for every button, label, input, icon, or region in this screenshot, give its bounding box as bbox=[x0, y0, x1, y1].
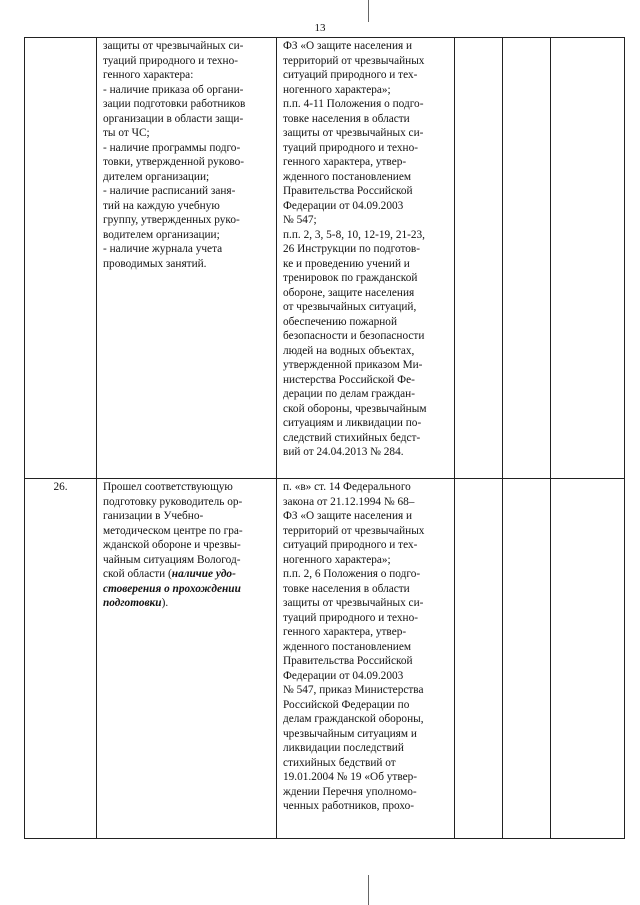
reference-cell bbox=[277, 479, 455, 839]
answer-no-cell bbox=[503, 38, 551, 479]
text-line: товке населения в области bbox=[283, 112, 410, 125]
text-line bbox=[103, 553, 272, 568]
text-line bbox=[103, 538, 272, 553]
text-line: обороне, защите населения bbox=[283, 286, 415, 299]
text-line: безопасности и безопасности bbox=[283, 330, 425, 342]
text-line: утвержденной приказом Ми- bbox=[283, 359, 423, 371]
requirement-cell bbox=[97, 479, 277, 839]
text-line: ситуаций природного и тех- bbox=[283, 539, 418, 551]
legal-reference-text bbox=[277, 479, 454, 816]
text-line: ФЗ «О защите населения и bbox=[283, 510, 413, 522]
text-line: водителем организации; bbox=[103, 228, 220, 241]
text-line: - наличие расписаний заня- bbox=[103, 185, 236, 197]
text-line: вий от 24.04.2013 № 284. bbox=[283, 446, 404, 458]
text-line: - наличие журнала учета bbox=[103, 243, 223, 255]
note-cell bbox=[551, 38, 625, 479]
text-line: защиты от чрезвычайных си- bbox=[283, 127, 424, 139]
text-line bbox=[103, 524, 272, 539]
text-line: ченных работников, прохо- bbox=[283, 800, 415, 812]
text-line: проводимых занятий. bbox=[103, 257, 207, 270]
text-line: туаций природного и техно- bbox=[283, 611, 419, 624]
text-line: Правительства Российской bbox=[283, 655, 413, 667]
text-line: 19.01.2004 № 19 «Об утвер- bbox=[283, 771, 418, 783]
text-fragment: методическом центре по гра- bbox=[103, 524, 243, 537]
requirement-text bbox=[97, 38, 276, 273]
text-fragment: чайным ситуациям Вологод- bbox=[103, 553, 241, 566]
text-line bbox=[103, 596, 272, 611]
text-line: стихийных бедствий от bbox=[283, 756, 396, 769]
text-line: территорий от чрезвычайных bbox=[283, 54, 425, 67]
text-line: Федерации от 04.09.2003 bbox=[283, 669, 404, 682]
text-line: п.п. 2, 6 Положения о подго- bbox=[283, 568, 421, 580]
text-line: организации в области защи- bbox=[103, 112, 244, 125]
text-line: п. «в» ст. 14 Федерального bbox=[283, 481, 411, 493]
text-fragment: ). bbox=[161, 597, 169, 609]
note-cell bbox=[551, 479, 625, 839]
emphasis-text: наличие удо- bbox=[171, 568, 236, 580]
scan-artifact-line bbox=[368, 0, 369, 22]
text-line: п.п. 4-11 Положения о подго- bbox=[283, 98, 424, 110]
requirement-cell bbox=[97, 38, 277, 479]
text-line: делам гражданской обороны, bbox=[283, 713, 424, 725]
reference-cell bbox=[277, 38, 455, 479]
text-line: ситуациям и ликвидации по- bbox=[283, 417, 422, 429]
text-line bbox=[103, 582, 272, 597]
text-line: п.п. 2, 3, 5-8, 10, 12-19, 21-23, bbox=[283, 228, 425, 241]
text-line: чрезвычайным ситуациям и bbox=[283, 727, 417, 740]
text-fragment: жданской обороне и чрезвы- bbox=[103, 539, 241, 551]
text-line: туаций природного и техно- bbox=[283, 141, 419, 154]
scan-artifact-line bbox=[368, 875, 369, 905]
text-line: генного характера, утвер- bbox=[283, 156, 407, 168]
text-line: ской обороны, чрезвычайным bbox=[283, 402, 427, 415]
text-line: жденного постановлением bbox=[283, 170, 411, 183]
table-row bbox=[25, 38, 625, 479]
text-line: защиты от чрезвычайных си- bbox=[283, 597, 424, 609]
text-fragment: ской области ( bbox=[103, 568, 172, 580]
text-line: территорий от чрезвычайных bbox=[283, 524, 425, 537]
text-line: ждении Перечня уполномо- bbox=[283, 785, 417, 798]
text-line: ФЗ «О защите населения и bbox=[283, 40, 413, 52]
text-line: № 547; bbox=[283, 214, 317, 226]
text-line bbox=[103, 509, 272, 524]
text-line: дерации по делам граждан- bbox=[283, 388, 415, 400]
text-line: ты от ЧС; bbox=[103, 127, 150, 139]
text-line: Правительства Российской bbox=[283, 185, 413, 197]
text-line: людей на водных объектах, bbox=[283, 344, 415, 357]
text-line: генного характера, утвер- bbox=[283, 626, 407, 638]
text-line: Федерации от 04.09.2003 bbox=[283, 199, 404, 212]
text-line: нистерства Российской Фе- bbox=[283, 373, 415, 386]
text-line: - наличие приказа об органи- bbox=[103, 83, 244, 96]
emphasis-text: стоверения о прохождении bbox=[103, 582, 241, 595]
row-number-cell bbox=[25, 479, 97, 839]
text-line: зации подготовки работников bbox=[103, 98, 246, 110]
answer-yes-cell bbox=[455, 38, 503, 479]
row-number bbox=[25, 38, 96, 40]
text-line: № 547, приказ Министерства bbox=[283, 684, 424, 696]
text-line: от чрезвычайных ситуаций, bbox=[283, 301, 417, 313]
text-line: закона от 21.12.1994 № 68– bbox=[283, 495, 415, 508]
text-line: тренировок по гражданской bbox=[283, 272, 418, 284]
checklist-table bbox=[24, 37, 625, 839]
text-line: обеспечению пожарной bbox=[283, 315, 398, 328]
text-line: жденного постановлением bbox=[283, 640, 411, 653]
emphasis-text: подготовки bbox=[103, 597, 162, 609]
text-line: следствий стихийных бедст- bbox=[283, 431, 421, 444]
row-number-cell bbox=[25, 38, 97, 479]
text-fragment: подготовку руководитель ор- bbox=[103, 495, 243, 508]
text-line: Российской Федерации по bbox=[283, 698, 410, 711]
text-line: туаций природного и техно- bbox=[103, 54, 239, 67]
text-fragment: Прошел соответствующую bbox=[103, 481, 233, 493]
text-line: дителем организации; bbox=[103, 170, 210, 183]
text-line: 26 Инструкции по подготов- bbox=[283, 243, 421, 255]
table-row bbox=[25, 479, 625, 839]
answer-yes-cell bbox=[455, 479, 503, 839]
text-line bbox=[103, 480, 272, 495]
legal-reference-text bbox=[277, 38, 454, 462]
text-line bbox=[103, 567, 272, 582]
requirement-text bbox=[97, 479, 276, 613]
text-line: группу, утвержденных руко- bbox=[103, 214, 240, 226]
text-line: товке населения в области bbox=[283, 582, 410, 595]
text-line: ликвидации последствий bbox=[283, 742, 404, 754]
page-number: 13 bbox=[314, 22, 326, 34]
text-line: ситуаций природного и тех- bbox=[283, 69, 418, 81]
text-line: ногенного характера»; bbox=[283, 83, 391, 96]
row-number: 26. bbox=[53, 481, 68, 493]
text-line: ногенного характера»; bbox=[283, 553, 391, 566]
text-line: генного характера: bbox=[103, 69, 194, 81]
text-line: тий на каждую учебную bbox=[103, 199, 220, 212]
text-fragment: ганизации в Учебно- bbox=[103, 510, 204, 522]
text-line: защиты от чрезвычайных си- bbox=[103, 40, 244, 52]
text-line: - наличие программы подго- bbox=[103, 141, 241, 154]
text-line bbox=[103, 495, 272, 510]
answer-no-cell bbox=[503, 479, 551, 839]
text-line: товки, утвержденной руково- bbox=[103, 156, 245, 168]
text-line: ке и проведению учений и bbox=[283, 257, 410, 270]
